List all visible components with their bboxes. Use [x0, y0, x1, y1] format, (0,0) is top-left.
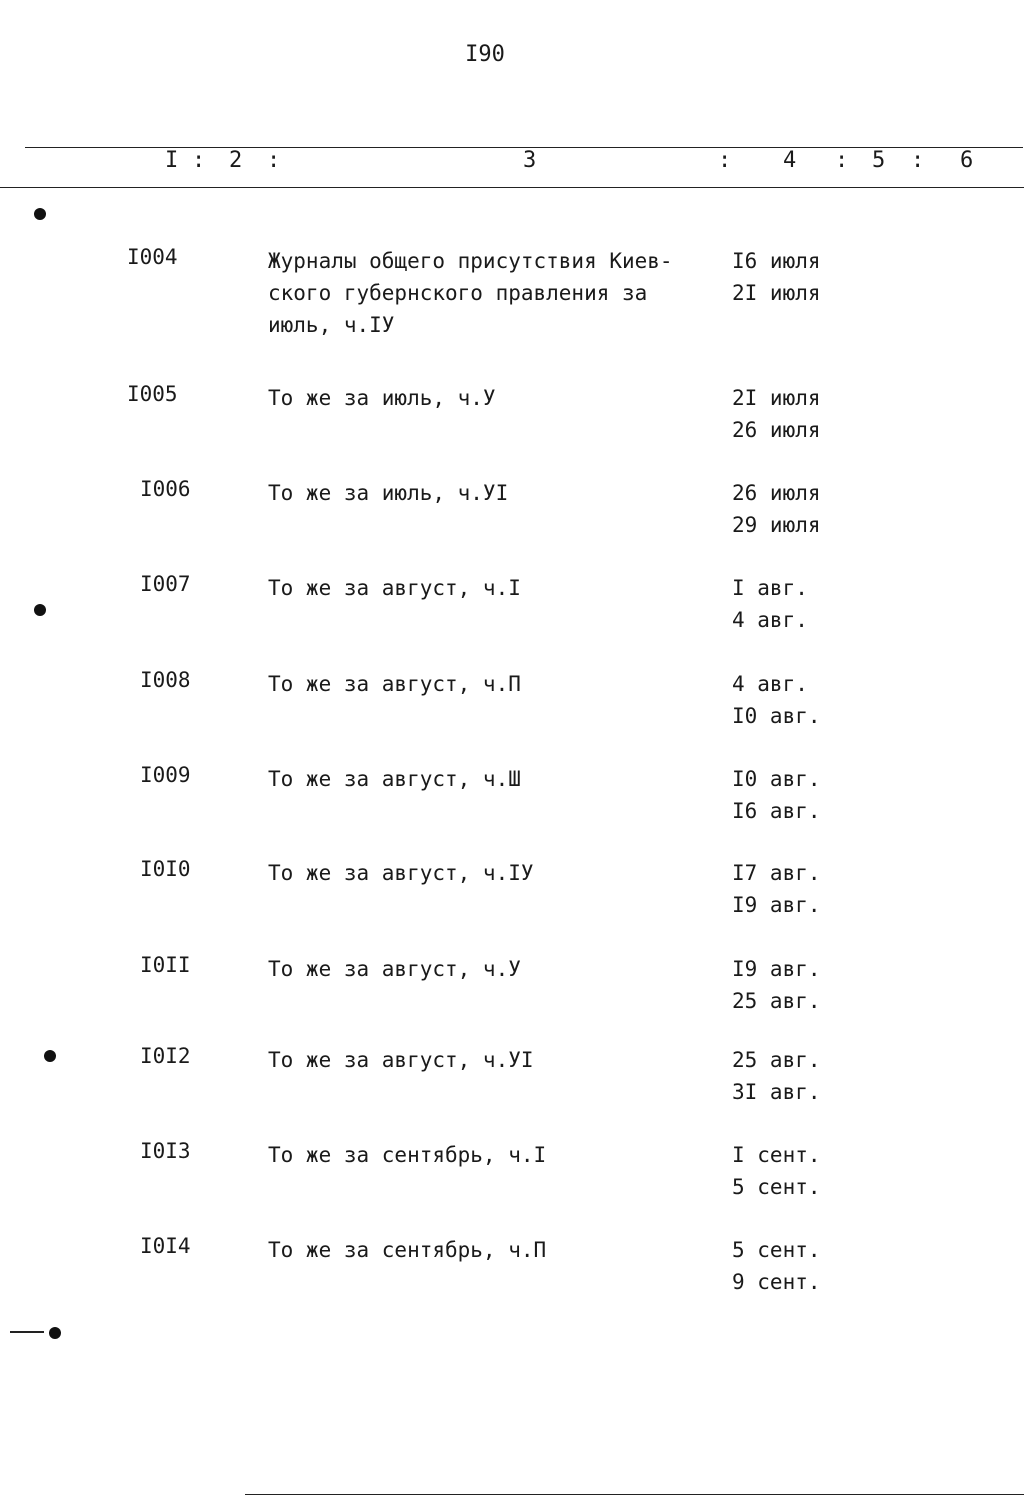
item-dates: I6 июля 2I июля — [732, 249, 821, 305]
item-description: То же за июль, ч.УI — [268, 481, 509, 505]
item-number: I006 — [140, 477, 191, 501]
column-separator-2: : — [267, 148, 281, 173]
item-description: То же за июль, ч.У — [268, 386, 496, 410]
item-dates: I7 авг. I9 авг. — [732, 861, 821, 917]
item-dates: I сент. 5 сент. — [732, 1143, 821, 1199]
item-description: То же за сентябрь, ч.П — [268, 1238, 547, 1262]
item-dates: 2I июля 26 июля — [732, 386, 821, 442]
item-number: I0I3 — [140, 1139, 191, 1163]
item-number: I005 — [127, 382, 178, 406]
item-description: То же за сентябрь, ч.I — [268, 1143, 547, 1167]
item-number: I0I0 — [140, 857, 191, 881]
item-description: То же за август, ч.У — [268, 957, 521, 981]
margin-dash — [10, 1331, 44, 1333]
item-description: То же за август, ч.IУ — [268, 861, 534, 885]
column-separator-5: : — [911, 148, 925, 173]
item-description: Журналы общего присутствия Киев- ского губернского правления за июль, ч.IУ — [268, 249, 673, 337]
column-separator-4: : — [835, 148, 849, 173]
binding-hole-mark — [34, 208, 46, 220]
column-separator-1: : — [192, 148, 206, 173]
column-header-4: 4 — [783, 148, 797, 173]
item-dates: I0 авг. I6 авг. — [732, 767, 821, 823]
page-number: I90 — [465, 42, 505, 67]
item-number: I004 — [127, 245, 178, 269]
item-number: I009 — [140, 763, 191, 787]
item-dates: 25 авг. 3I авг. — [732, 1048, 821, 1104]
item-dates: 4 авг. I0 авг. — [732, 672, 821, 728]
item-dates: 5 сент. 9 сент. — [732, 1238, 821, 1294]
item-description: То же за август, ч.Ш — [268, 767, 521, 791]
item-description: То же за август, ч.I — [268, 576, 521, 600]
item-number: I008 — [140, 668, 191, 692]
column-header-6: 6 — [960, 148, 974, 173]
item-number: I0II — [140, 953, 191, 977]
column-header-2: 2 — [229, 148, 243, 173]
item-dates: 26 июля 29 июля — [732, 481, 821, 537]
column-header-1: I — [165, 148, 179, 173]
binding-hole-mark — [44, 1050, 56, 1062]
item-description: То же за август, ч.П — [268, 672, 521, 696]
column-header-3: 3 — [523, 148, 537, 173]
item-dates: I авг. 4 авг. — [732, 576, 808, 632]
column-header-5: 5 — [872, 148, 886, 173]
binding-hole-mark — [49, 1327, 61, 1339]
item-number: I0I4 — [140, 1234, 191, 1258]
item-number: I007 — [140, 572, 191, 596]
binding-hole-mark — [34, 604, 46, 616]
item-number: I0I2 — [140, 1044, 191, 1068]
page-bottom-rule — [245, 1494, 1024, 1495]
column-separator-3: : — [718, 148, 732, 173]
item-description: То же за август, ч.УI — [268, 1048, 534, 1072]
header-bottom-rule — [0, 187, 1024, 188]
item-dates: I9 авг. 25 авг. — [732, 957, 821, 1013]
